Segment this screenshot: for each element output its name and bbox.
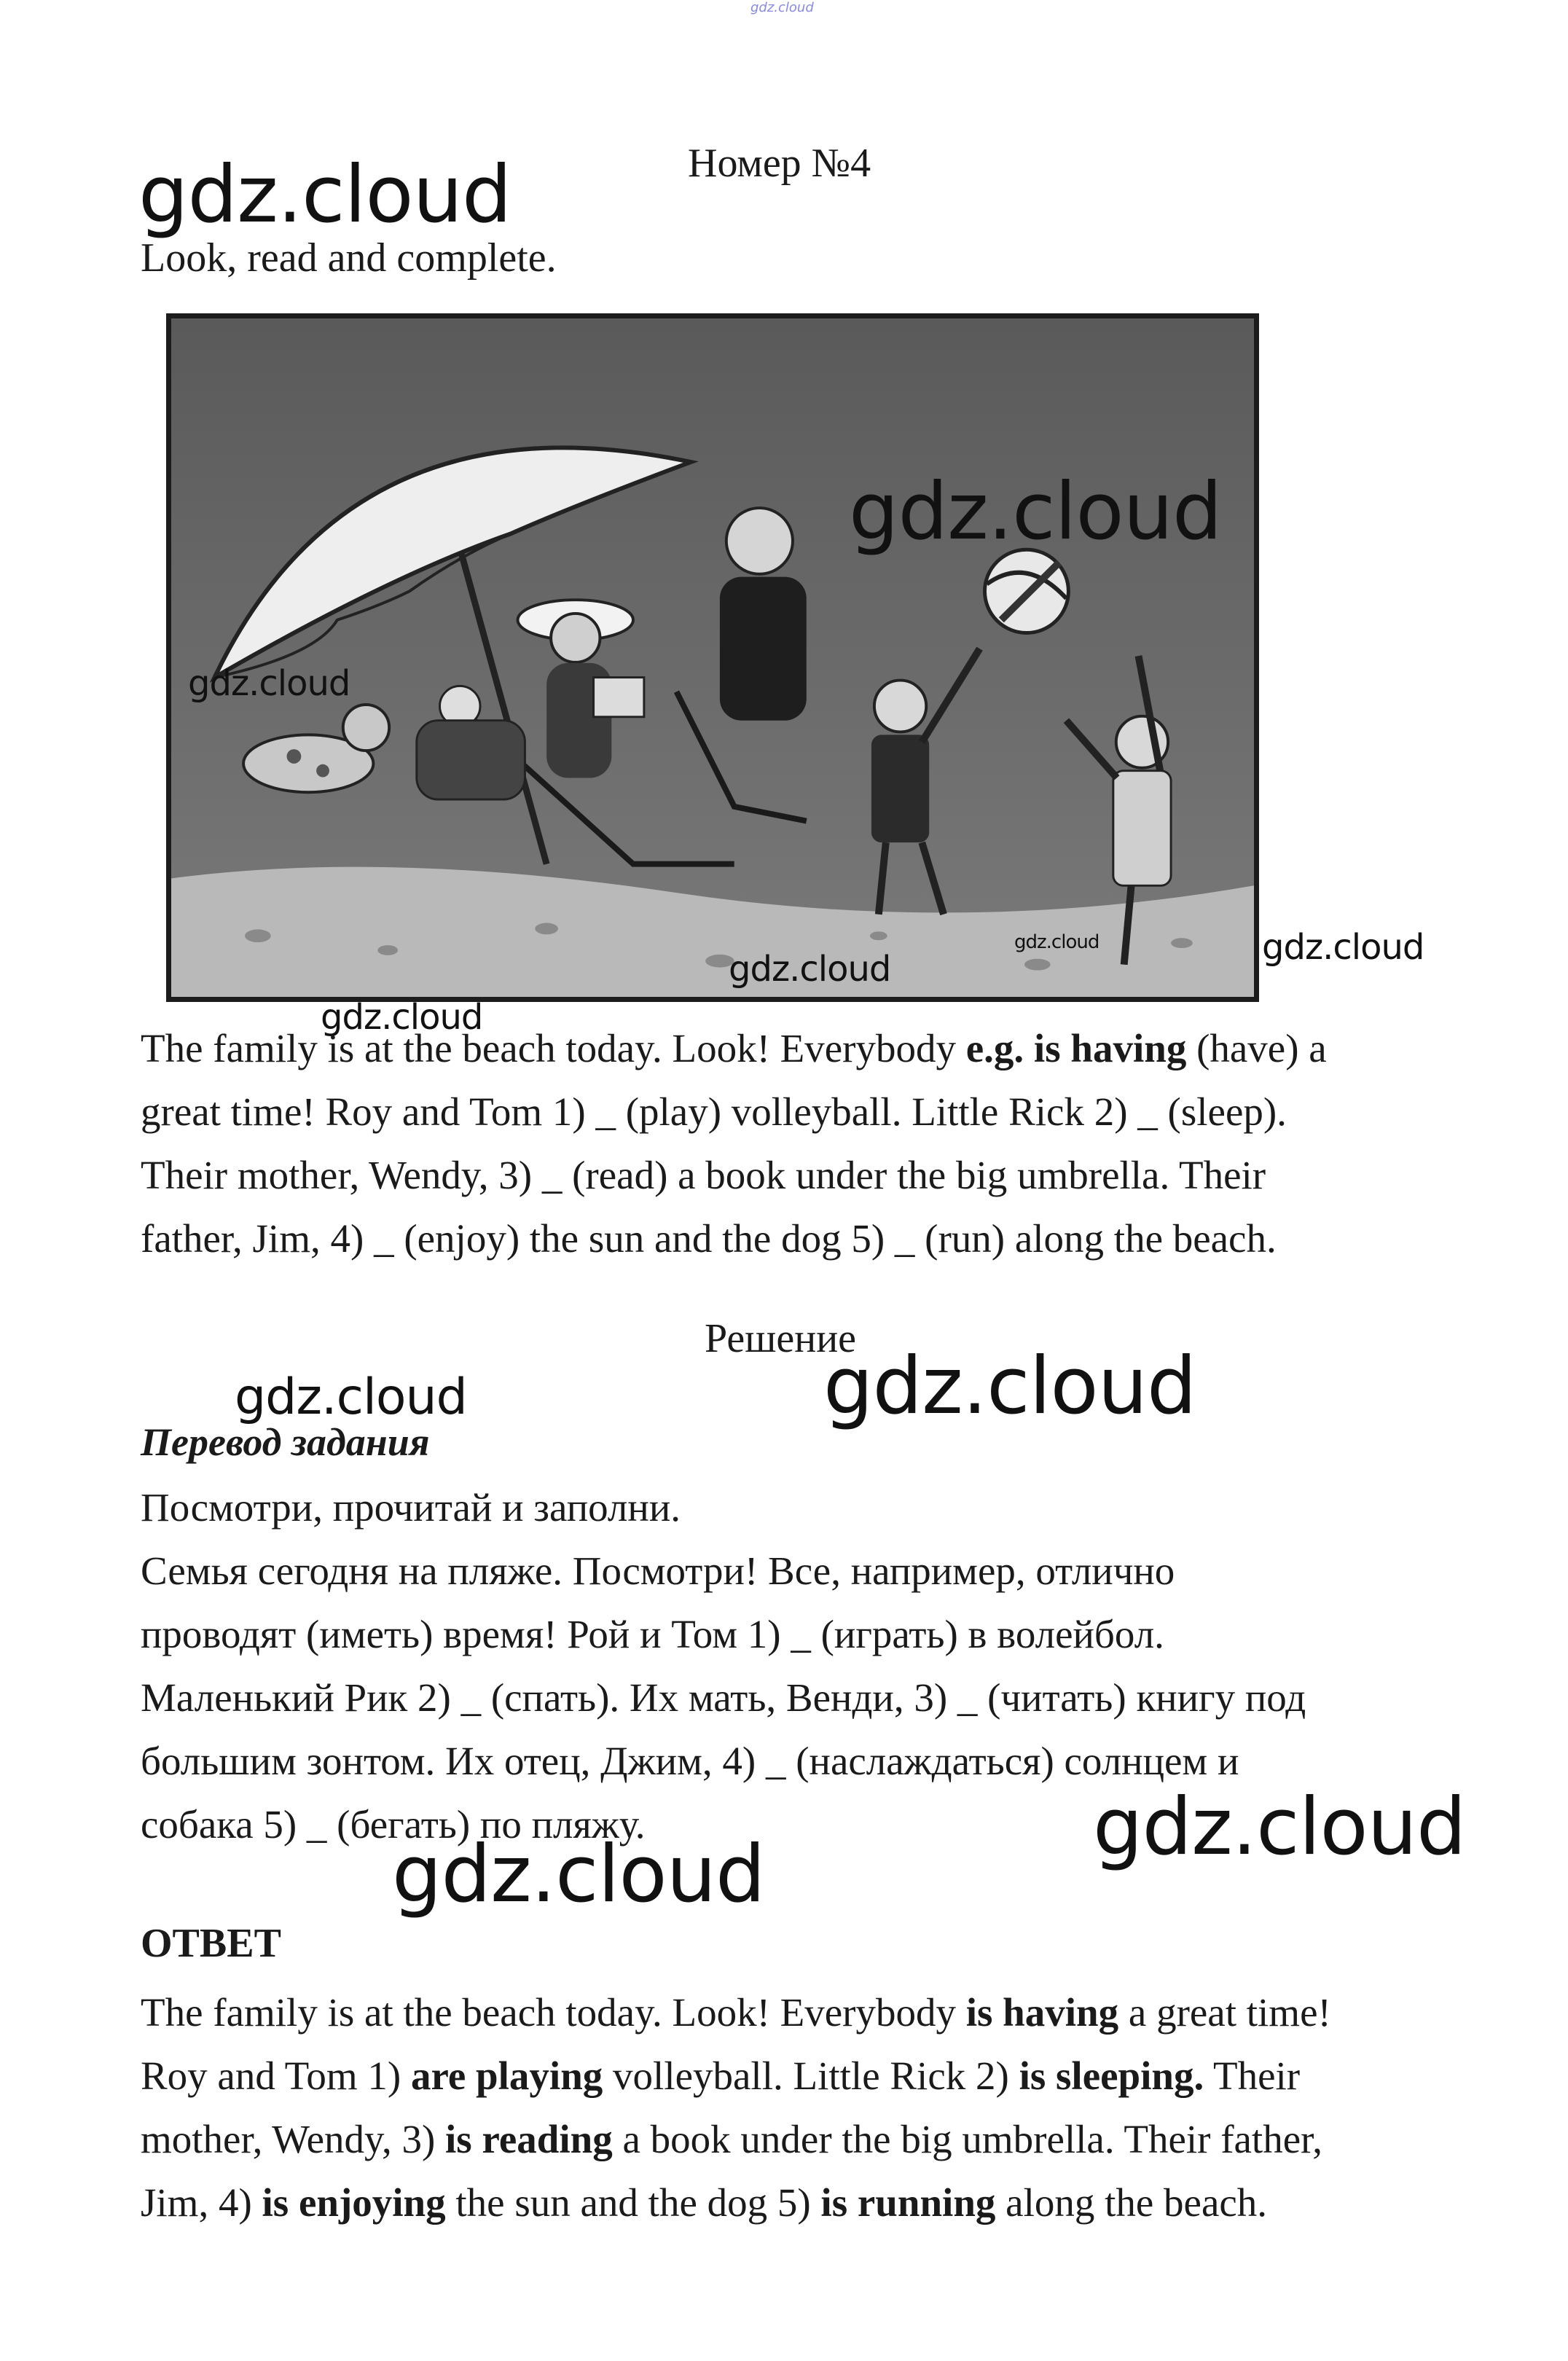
picture-bottom-watermark: gdz.cloud: [729, 949, 891, 990]
header-watermark: gdz.cloud: [138, 149, 511, 240]
answer-line-3: mother, Wendy, 3) is reading a book under the big umbrella. Their father,: [141, 2117, 1322, 2161]
answer-title: ОТВЕТ: [141, 1921, 281, 1966]
picture-left-watermark: gdz.cloud: [188, 663, 350, 704]
answer-text: [141, 1981, 1525, 2234]
answer-line-1: The family is at the beach today. Look! Everybody is having a great time!: [141, 1990, 1331, 2035]
translation-line: большим зонтом. Их отец, Джим, 4) _ (наслаждаться) солнцем и: [141, 1739, 1239, 1783]
answer-line-2: Roy and Tom 1) are playing volleyball. Little Rick 2) is sleeping. Their: [141, 2053, 1301, 2098]
exercise-line-4: father, Jim, 4) _ (enjoy) the sun and the dog 5) _ (run) along the beach.: [141, 1216, 1277, 1261]
example-answer: is having: [1033, 1026, 1187, 1070]
translation-line: проводят (иметь) время! Рой и Том 1) _ (играть) в волейбол.: [141, 1612, 1164, 1656]
solution-left-watermark: gdz.cloud: [235, 1369, 467, 1426]
exercise-number: Номер №4: [688, 141, 871, 186]
translation-line: собака 5) _ (бегать) по пляжу.: [141, 1802, 646, 1847]
exercise-line-3: Their mother, Wendy, 3) _ (read) a book under the big umbrella. Their: [141, 1153, 1266, 1197]
beach-scene-drawing: [171, 318, 1254, 997]
below-picture-watermark: gdz.cloud: [321, 997, 483, 1038]
answer-verb: are playing: [410, 2053, 603, 2098]
instruction: Look, read and complete.: [141, 235, 557, 281]
exercise-line-1: The family is at the beach today. Look! Everybody e.g. is having (have) a: [141, 1026, 1327, 1070]
exercise-text: [141, 1017, 1525, 1270]
top-watermark: gdz.cloud: [750, 0, 814, 15]
exercise-line-1-text: The family is at the beach today. Look! Everybody: [141, 1026, 966, 1070]
solution-right-watermark: gdz.cloud: [823, 1341, 1196, 1432]
answer-verb: is sleeping.: [1019, 2053, 1204, 2098]
solution-title: Решение: [705, 1316, 857, 1361]
translation-bottom-watermark: gdz.cloud: [392, 1829, 765, 1920]
example-marker: e.g.: [965, 1026, 1024, 1070]
beach-ball: [984, 549, 1068, 633]
answer-line-4: Jim, 4) is enjoying the sun and the dog 5) is running along the beach.: [141, 2180, 1268, 2225]
answer-verb: is having: [965, 1990, 1119, 2035]
exercise-line-2: great time! Roy and Tom 1) _ (play) volleyball. Little Rick 2) _ (sleep).: [141, 1089, 1287, 1134]
translation-title: Перевод задания: [141, 1420, 430, 1464]
translation-line: Посмотри, прочитай и заполни.: [141, 1485, 681, 1530]
translation-line: Маленький Рик 2) _ (спать). Их мать, Венди, 3) _ (читать) книгу под: [141, 1675, 1306, 1720]
father-figure: [720, 508, 807, 721]
beach-illustration: [166, 313, 1259, 1002]
picture-center-watermark: gdz.cloud: [849, 466, 1222, 557]
answer-verb: is reading: [445, 2117, 613, 2161]
answer-verb: is enjoying: [262, 2180, 446, 2225]
translation-line: Семья сегодня на пляже. Посмотри! Все, например, отлично: [141, 1548, 1175, 1593]
picture-bottom-small-watermark: gdz.cloud: [1014, 931, 1099, 953]
picture-right-watermark: gdz.cloud: [1262, 927, 1424, 968]
answer-verb: is running: [820, 2180, 996, 2225]
translation-right-watermark: gdz.cloud: [1093, 1782, 1466, 1873]
